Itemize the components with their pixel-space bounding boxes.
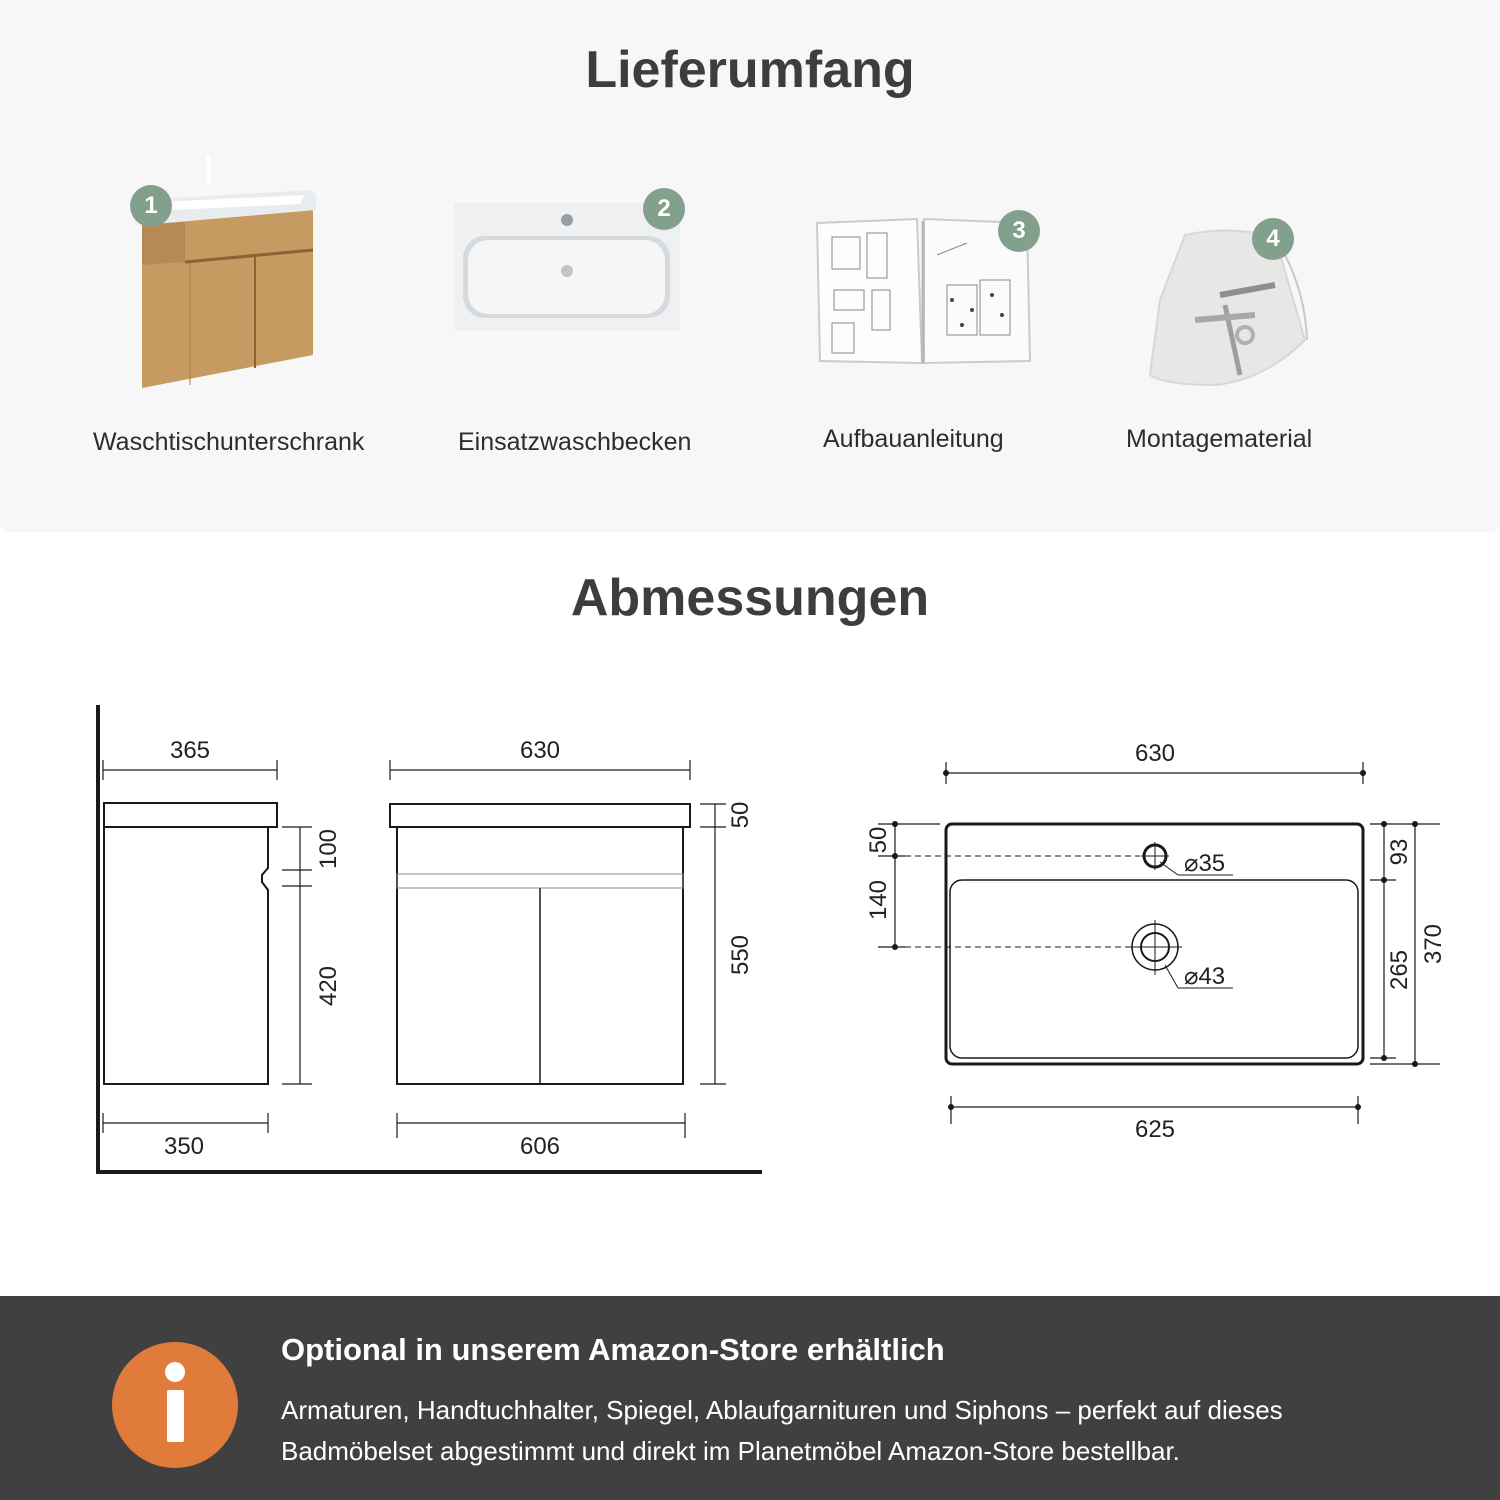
dim-front-top-thickness: 50 [727, 801, 754, 829]
dim-front-top-width: 630 [519, 737, 561, 764]
dim-basin-depth-upper: 93 [1386, 838, 1413, 866]
info-icon [112, 1342, 238, 1468]
item-number-badge-2: 2 [643, 188, 685, 230]
dim-front-bottom-width: 606 [519, 1133, 561, 1160]
item-label-manual: Aufbauanleitung [823, 425, 1004, 453]
dim-drain-hole: ⌀43 [1184, 963, 1226, 990]
dimensions-title: Abmessungen [570, 569, 930, 627]
dim-tap-offset: 50 [865, 826, 892, 854]
dim-front-total-height: 550 [727, 934, 754, 976]
item-label-cabinet: Waschtischunterschrank [93, 428, 365, 456]
dim-side-bottom-depth: 350 [163, 1133, 205, 1160]
item-number-badge-1: 1 [130, 185, 172, 227]
dim-tap-hole: ⌀35 [1184, 850, 1226, 877]
side-basin-top [104, 803, 277, 827]
item-number-badge-3: 3 [998, 210, 1040, 252]
dim-side-height-lower: 420 [315, 965, 342, 1007]
basin-bowl [950, 880, 1358, 1058]
dim-basin-bottom-width: 625 [1134, 1116, 1176, 1143]
info-title: Optional in unserem Amazon-Store erhältlich [281, 1332, 945, 1367]
dim-basin-depth-lower: 265 [1386, 949, 1413, 991]
dim-basin-total-depth: 370 [1420, 923, 1447, 965]
front-grip-rail [397, 874, 683, 888]
item-number-badge-4: 4 [1252, 218, 1294, 260]
delivery-scope-title: Lieferumfang [585, 41, 915, 99]
dim-side-top-depth: 365 [169, 737, 211, 764]
info-text: Armaturen, Handtuchhalter, Spiegel, Ablaufgarnituren und Siphons – perfekt auf dieses Badmöbelset abgestimmt und direkt im Planetmöbel Amazon-Store bestellbar. [281, 1395, 1283, 1466]
dim-basin-top-width: 630 [1134, 740, 1176, 767]
technical-drawing [0, 640, 1500, 1200]
dim-drain-offset: 140 [865, 879, 892, 921]
dim-side-height-upper: 100 [315, 828, 342, 870]
side-cabinet-body [104, 827, 268, 1084]
front-basin-top [390, 804, 690, 827]
item-label-basin: Einsatzwaschbecken [458, 428, 692, 456]
item-label-mounting: Montagematerial [1126, 425, 1313, 453]
